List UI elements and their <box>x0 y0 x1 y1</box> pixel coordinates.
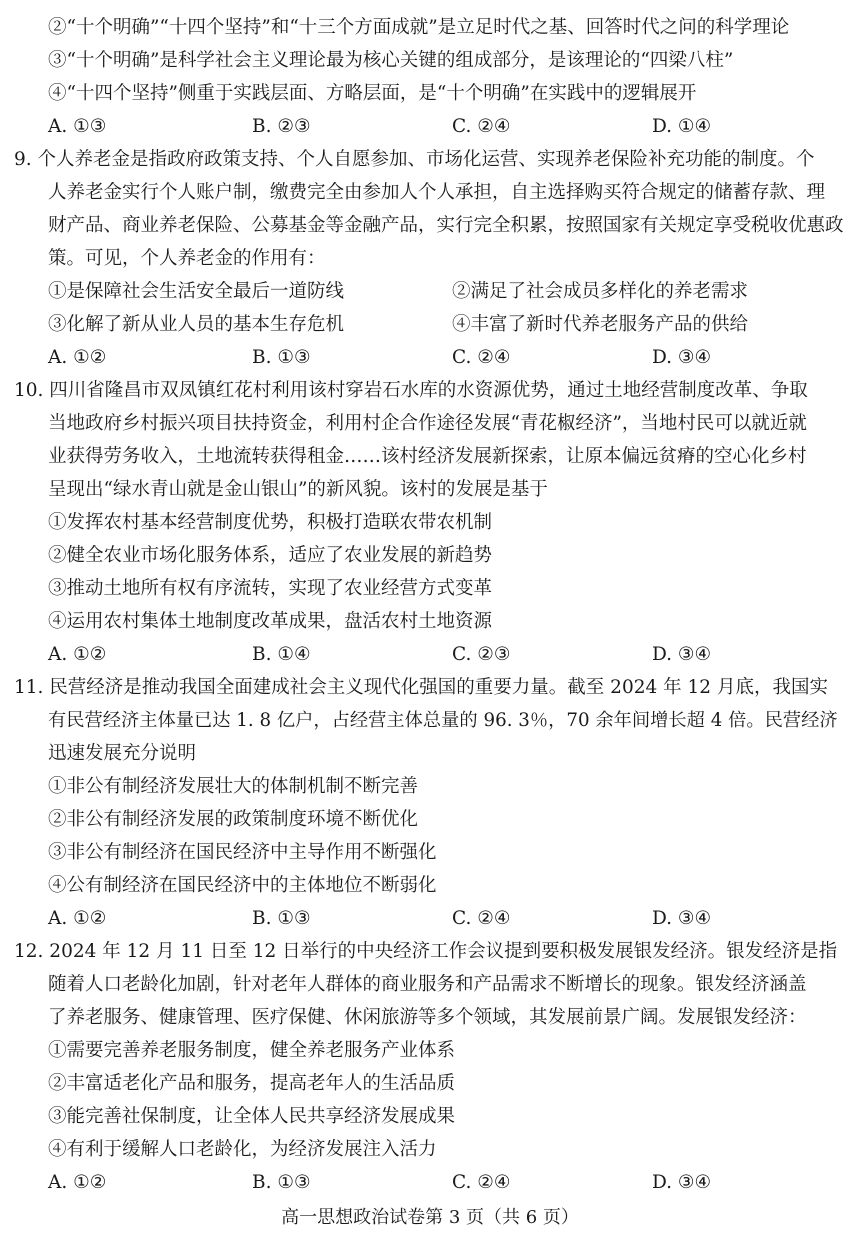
q10-statement-2: ②健全农业市场化服务体系，适应了农业发展的新趋势 <box>48 545 493 566</box>
q10-stem-line-1: 10. 四川省隆昌市双凤镇红花村利用该村穿岩石水库的水资源优势，通过土地经营制度改革、争取 <box>14 380 808 401</box>
q12-option-a[interactable]: A. ①② <box>48 1172 107 1193</box>
q9-stem-line-4: 策。可见，个人养老金的作用有： <box>48 248 326 269</box>
q12-statement-1: ①需要完善养老服务制度，健全养老服务产业体系 <box>48 1040 456 1061</box>
q12-stem-line-1: 12. 2024 年 12 月 11 日至 12 日举行的中央经济工作会议提到要积极发展银发经济。银发经济是指 <box>14 941 838 962</box>
q12-stem-line-2: 随着人口老龄化加剧，针对老年人群体的商业服务和产品需求不断增长的现象。银发经济涵盖 <box>48 974 807 995</box>
q8-statement-3: ③“十个明确”是科学社会主义理论最为核心关键的组成部分，是该理论的“四梁八柱” <box>48 50 734 71</box>
q10-option-a[interactable]: A. ①② <box>48 644 107 665</box>
q10-statement-4: ④运用农村集体土地制度改革成果，盘活农村土地资源 <box>48 611 493 632</box>
q10-stem-line-4: 呈现出“绿水青山就是金山银山”的新风貌。该村的发展是基于 <box>48 479 548 500</box>
q10-option-d[interactable]: D. ③④ <box>652 644 712 665</box>
q12-statement-3: ③能完善社保制度，让全体人民共享经济发展成果 <box>48 1106 456 1127</box>
q11-option-b[interactable]: B. ①③ <box>252 908 311 929</box>
q11-option-c[interactable]: C. ②④ <box>452 908 511 929</box>
q12-option-c[interactable]: C. ②④ <box>452 1172 511 1193</box>
q10-stem-line-2: 当地政府乡村振兴项目扶持资金，利用村企合作途径发展“青花椒经济”，当地村民可以就近就 <box>48 413 807 434</box>
q11-statement-2: ②非公有制经济发展的政策制度环境不断优化 <box>48 809 419 830</box>
q11-stem-line-3: 迅速发展充分说明 <box>48 743 197 764</box>
q9-statement-2: ②满足了社会成员多样化的养老需求 <box>452 281 749 302</box>
q9-option-c[interactable]: C. ②④ <box>452 347 511 368</box>
q10-option-c[interactable]: C. ②③ <box>452 644 511 665</box>
q8-option-d[interactable]: D. ①④ <box>652 116 712 137</box>
q11-option-d[interactable]: D. ③④ <box>652 908 712 929</box>
q11-stem-line-2: 有民营经济主体量已达 1. 8 亿户，占经营主体总量的 96. 3％，70 余年间增长超 4 倍。民营经济 <box>48 710 838 731</box>
q9-option-b[interactable]: B. ①③ <box>252 347 311 368</box>
q11-stem-line-1: 11. 民营经济是推动我国全面建成社会主义现代化强国的重要力量。截至 2024 年 12 月底，我国实 <box>14 677 828 698</box>
q9-statement-4: ④丰富了新时代养老服务产品的供给 <box>452 314 749 335</box>
q12-option-b[interactable]: B. ①③ <box>252 1172 311 1193</box>
q8-option-a[interactable]: A. ①③ <box>48 116 107 137</box>
q12-option-d[interactable]: D. ③④ <box>652 1172 712 1193</box>
q8-statement-4: ④“十四个坚持”侧重于实践层面、方略层面，是“十个明确”在实践中的逻辑展开 <box>48 83 697 104</box>
q12-statement-2: ②丰富适老化产品和服务，提高老年人的生活品质 <box>48 1073 456 1094</box>
q9-option-d[interactable]: D. ③④ <box>652 347 712 368</box>
q11-statement-1: ①非公有制经济发展壮大的体制机制不断完善 <box>48 776 419 797</box>
q10-statement-3: ③推动土地所有权有序流转，实现了农业经营方式变革 <box>48 578 493 599</box>
q11-statement-3: ③非公有制经济在国民经济中主导作用不断强化 <box>48 842 437 863</box>
q9-stem-line-2: 人养老金实行个人账户制，缴费完全由参加人个人承担，自主选择购买符合规定的储蓄存款、理 <box>48 182 826 203</box>
q8-statement-2: ②“十个明确”“十四个坚持”和“十三个方面成就”是立足时代之基、回答时代之问的科学理论 <box>48 17 790 38</box>
q9-statement-1: ①是保障社会生活安全最后一道防线 <box>48 281 345 302</box>
q8-option-c[interactable]: C. ②④ <box>452 116 511 137</box>
q9-statement-3: ③化解了新从业人员的基本生存危机 <box>48 314 345 335</box>
q8-option-b[interactable]: B. ②③ <box>252 116 311 137</box>
q9-stem-line-1: 9. 个人养老金是指政府政策支持、个人自愿参加、市场化运营、实现养老保险补充功能的制度。个 <box>14 149 815 170</box>
q9-stem-line-3: 财产品、商业养老保险、公募基金等金融产品，实行完全积累，按照国家有关规定享受税收优惠政 <box>48 215 844 236</box>
page-footer: 高一思想政治试卷第 3 页（共 6 页） <box>281 1207 579 1228</box>
q10-statement-1: ①发挥农村基本经营制度优势，积极打造联农带农机制 <box>48 512 493 533</box>
q11-statement-4: ④公有制经济在国民经济中的主体地位不断弱化 <box>48 875 437 896</box>
q10-stem-line-3: 业获得劳务收入，土地流转获得租金……该村经济发展新探索，让原本偏远贫瘠的空心化乡村 <box>48 446 807 467</box>
q9-option-a[interactable]: A. ①② <box>48 347 107 368</box>
q12-stem-line-3: 了养老服务、健康管理、医疗保健、休闲旅游等多个领域，其发展前景广阔。发展银发经济： <box>48 1007 807 1028</box>
q12-statement-4: ④有利于缓解人口老龄化，为经济发展注入活力 <box>48 1139 437 1160</box>
q10-option-b[interactable]: B. ①④ <box>252 644 311 665</box>
q11-option-a[interactable]: A. ①② <box>48 908 107 929</box>
